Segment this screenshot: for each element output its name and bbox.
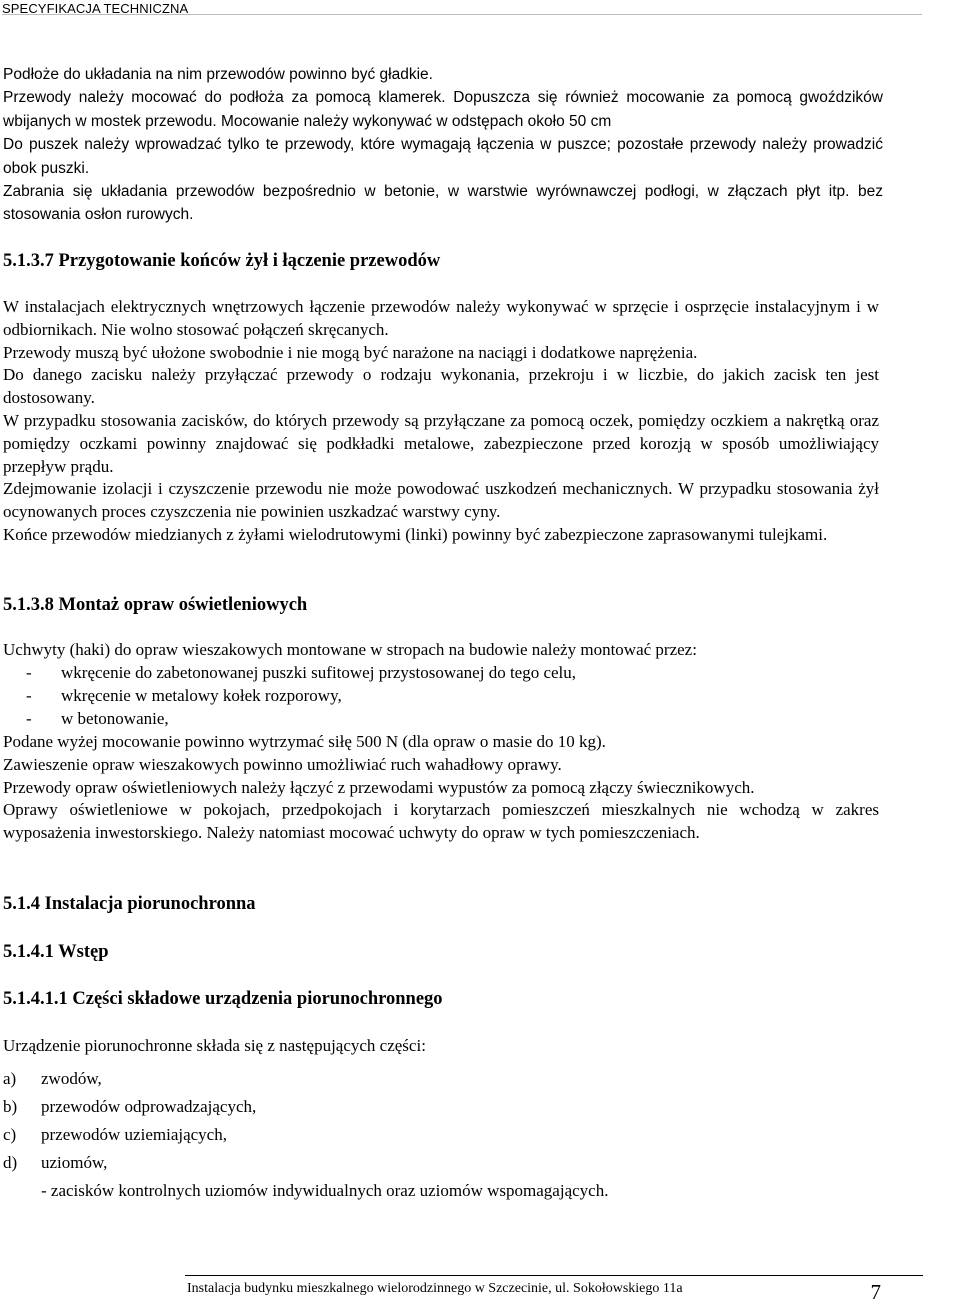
list-item-text: przewodów odprowadzających, xyxy=(41,1097,257,1116)
heading-5-1-3-7: 5.1.3.7 Przygotowanie końców żył i łączenie przewodów xyxy=(3,251,441,271)
section-5-1-3-7-body xyxy=(3,296,879,547)
paragraph: Przewody opraw oświetleniowych należy łączyć z przewodami wypustów za pomocą złączy świecznikowych. xyxy=(3,777,755,797)
list-item-text: przewodów uziemiających, xyxy=(41,1125,227,1144)
list-marker: a) xyxy=(3,1069,17,1088)
paragraph: Końce przewodów miedzianych z żyłami wielodrutowymi (linki) powinny być zabezpieczone zaprasowanymi tulejkami. xyxy=(3,524,828,544)
section-5-1-3-8-body xyxy=(3,731,879,845)
footer-text: Instalacja budynku mieszkalnego wielorodzinnego w Szczecinie, ul. Sokołowskiego 11a xyxy=(187,1281,683,1296)
paragraph: Zdejmowanie izolacji i czyszczenie przewodu nie może powodować uszkodzeń mechanicznych. W przypadku stosowania żył ocynowanych proces czyszczenia nie powinien uszkadzać warstwy cyny. xyxy=(3,479,879,522)
paragraph: W przypadku stosowania zacisków, do których przewody są przyłączane za pomocą oczek, pomiędzy oczkiem a nakrętką oraz pomiędzy oczkami powinny znajdować się podkładki metalowe, zabezpieczone przed korozją w sposób umożliwiający przepływ prądu. xyxy=(3,410,879,476)
paragraph: Do danego zacisku należy przyłączać przewody o rodzaju wykonania, przekroju i w liczbie, do jakich zacisk ten jest dostosowany. xyxy=(3,365,879,408)
list-marker: d) xyxy=(3,1153,18,1172)
list-item-text: uziomów, xyxy=(41,1153,108,1172)
heading-5-1-4-1: 5.1.4.1 Wstęp xyxy=(3,942,109,962)
heading-5-1-4: 5.1.4 Instalacja piorunochronna xyxy=(3,894,256,914)
intro-paragraph: Podłoże do układania na nim przewodów powinno być gładkie. xyxy=(3,66,433,83)
heading-5-1-3-8: 5.1.3.8 Montaż opraw oświetleniowych xyxy=(3,595,308,615)
intro-paragraph: Do puszek należy wprowadzać tylko te przewody, które wymagają łączenia w puszce; pozostałe przewody należy prowadzić obok puszki. xyxy=(3,136,883,177)
paragraph: Podane wyżej mocowanie powinno wytrzymać siłę 500 N (dla opraw o masie do 10 kg). xyxy=(3,732,606,751)
bullet-marker: - xyxy=(26,709,32,728)
mounting-lead: Uchwyty (haki) do opraw wieszakowych montowane w stropach na budowie należy montować przez: xyxy=(3,640,697,659)
bullet-marker: - xyxy=(26,686,32,705)
sub-item: - zacisków kontrolnych uziomów indywidualnych oraz uziomów wspomagających. xyxy=(41,1181,609,1200)
list-marker: b) xyxy=(3,1097,18,1116)
paragraph: Zawieszenie opraw wieszakowych powinno umożliwiać ruch wahadłowy oprawy. xyxy=(3,754,562,774)
page-footer xyxy=(185,1275,923,1302)
paragraph: Przewody muszą być ułożone swobodnie i nie mogą być narażone na naciągi i dodatkowe naprężenia. xyxy=(3,342,698,362)
bullet-text: wkręcenie do zabetonowanej puszki sufitowej przystosowanej do tego celu, xyxy=(61,663,577,682)
bullet-text: w betonowanie, xyxy=(61,709,169,728)
list-item-text: zwodów, xyxy=(41,1069,102,1088)
heading-5-1-4-1-1: 5.1.4.1.1 Części składowe urządzenia piorunochronnego xyxy=(3,989,443,1009)
paragraph: Oprawy oświetleniowe w pokojach, przedpokojach i korytarzach pomieszczeń mieszkalnych nie wchodzą w zakres wyposażenia inwestorskiego. Należy natomiast mocować uchwyty do opraw w tych pomieszczeniach. xyxy=(3,800,879,843)
page-number: 7 xyxy=(870,1280,881,1304)
intro-block xyxy=(3,63,883,227)
page-header xyxy=(2,0,922,15)
list-marker: c) xyxy=(3,1125,17,1144)
intro-paragraph: Zabrania się układania przewodów bezpośrednio w betonie, w warstwie wyrównawczej podłogi, w złączach płyt itp. bez stosowania osłon rurowych. xyxy=(3,183,883,224)
header-title: SPECYFIKACJA TECHNICZNA xyxy=(2,1,189,16)
bullet-text: wkręcenie w metalowy kołek rozporowy, xyxy=(61,686,342,705)
paragraph: W instalacjach elektrycznych wnętrzowych łączenie przewodów należy wykonywać w sprzęcie i osprzęcie instalacyjnym i w odbiornikach. Nie wolno stosować połączeń skręcanych. xyxy=(3,297,879,339)
components-lead: Urządzenie piorunochronne składa się z następujących części: xyxy=(3,1036,426,1055)
bullet-marker: - xyxy=(26,663,32,682)
intro-paragraph: Przewody należy mocować do podłoża za pomocą klamerek. Dopuszcza się również mocowanie za pomocą gwoździków wbijanych w mostek przewodu. Mocowanie należy wykonywać w odstępach około 50 cm xyxy=(3,89,883,130)
